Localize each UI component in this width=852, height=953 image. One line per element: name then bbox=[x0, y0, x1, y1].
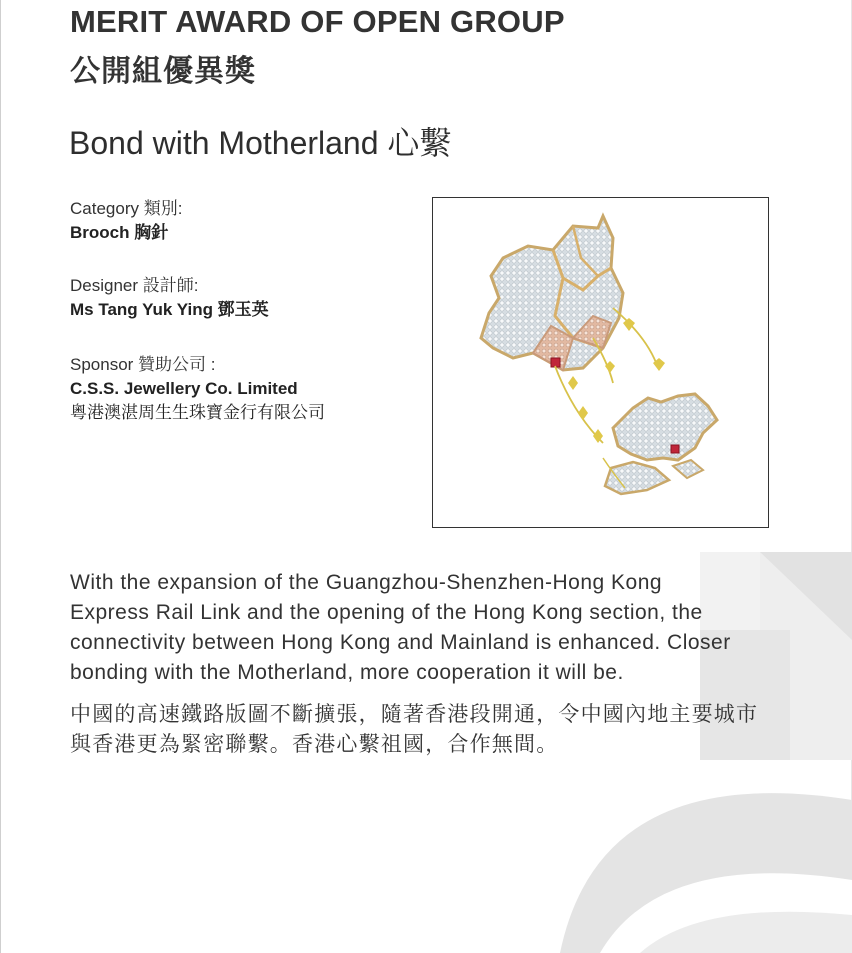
sponsor-block bbox=[70, 353, 325, 425]
description-chinese-line: 中國的高速鐵路版圖不斷擴張，隨著香港段開通，令中國內地主要城市 bbox=[70, 703, 759, 726]
sponsor-value-english: C.S.S. Jewellery Co. Limited bbox=[70, 379, 298, 398]
brooch-image bbox=[433, 198, 767, 526]
work-title: Bond with Motherland 心繫 bbox=[69, 125, 452, 161]
category-label: Category 類別: bbox=[70, 199, 183, 218]
description-english-line: bonding with the Motherland, more cooperation it will be. bbox=[70, 661, 624, 684]
description-english-line: Express Rail Link and the opening of the Hong Kong section, the bbox=[70, 601, 703, 624]
category-block bbox=[70, 197, 182, 245]
designer-value: Ms Tang Yuk Ying 鄧玉英 bbox=[70, 300, 269, 319]
description-chinese-line: 與香港更為緊密聯繫。香港心繫祖國，合作無間。 bbox=[70, 733, 559, 756]
award-title-english: MERIT AWARD OF OPEN GROUP bbox=[70, 4, 565, 39]
category-value: Brooch 胸針 bbox=[70, 223, 169, 242]
brooch-photo-frame bbox=[432, 197, 769, 528]
designer-label: Designer 設計師: bbox=[70, 276, 199, 295]
sponsor-value-chinese: 粵港澳湛周生生珠寶金行有限公司 bbox=[70, 403, 325, 422]
award-title-chinese: 公開組優異獎 bbox=[70, 55, 256, 88]
description-english-line: With the expansion of the Guangzhou-Shenzhen-Hong Kong bbox=[70, 571, 663, 594]
description-chinese bbox=[70, 700, 775, 760]
designer-block bbox=[70, 274, 269, 322]
description-english bbox=[70, 568, 773, 688]
sponsor-label: Sponsor 贊助公司 : bbox=[70, 355, 216, 374]
description-english-line: connectivity between Hong Kong and Mainland is enhanced. Closer bbox=[70, 631, 731, 654]
